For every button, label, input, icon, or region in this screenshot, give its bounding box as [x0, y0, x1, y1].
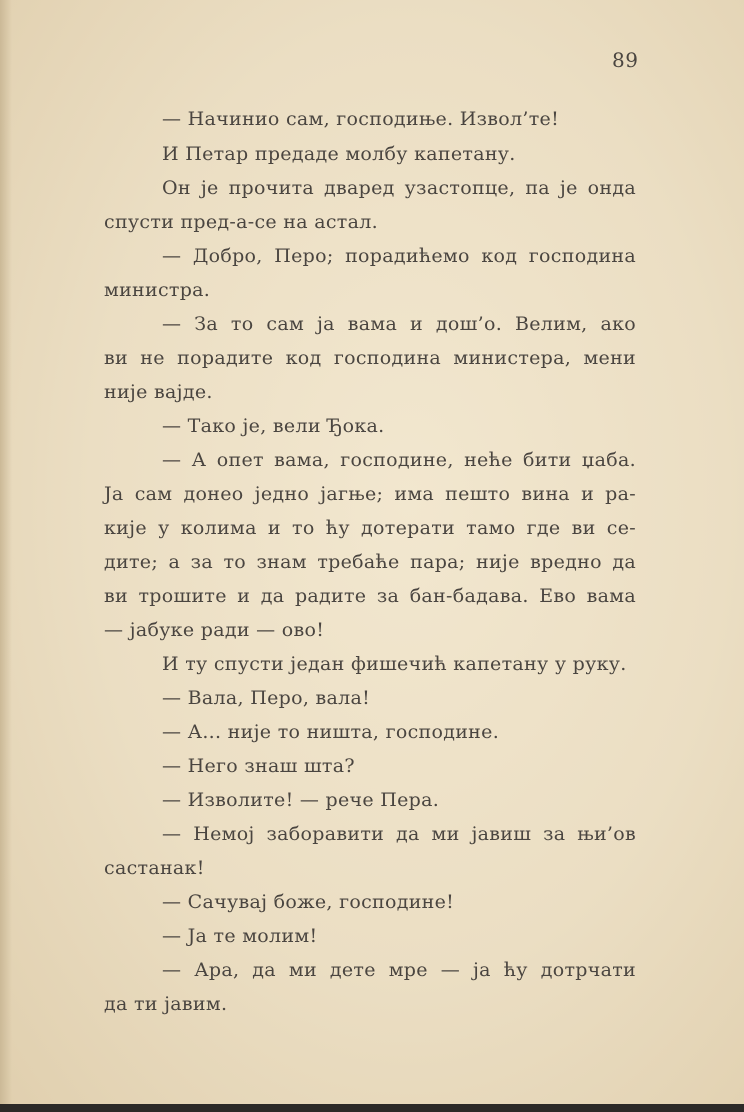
- text-line: И Петар предаде молбу капетану.: [162, 143, 516, 165]
- text-line: Ја сам донео једно јагње; има пешто вина и ра-: [104, 483, 636, 505]
- text-line: — Начинио сам, господиње. Извол’те!: [162, 108, 560, 130]
- text-line: ви трошите и да радите за бан-бадава. Ево вама: [104, 585, 636, 607]
- text-line: састанак!: [104, 857, 205, 879]
- text-line: И ту спусти један фишечић капетану у руку.: [162, 653, 627, 675]
- text-line: — За то сам ја вама и дош’о. Велим, ако: [162, 313, 636, 335]
- text-line: министра.: [104, 279, 211, 301]
- text-line: спусти пред-а-се на астал.: [104, 211, 378, 233]
- text-line: да ти јавим.: [104, 993, 228, 1015]
- text-line: — А... није то ништа, господине.: [162, 721, 500, 743]
- text-line: — Сачувај боже, господине!: [162, 891, 455, 913]
- text-line: дите; а за то знам требаће пара; није вредно да: [104, 551, 636, 573]
- text-line: — Вала, Перо, вала!: [162, 687, 371, 709]
- page-edge-shadow: [0, 0, 12, 1112]
- text-line: — Него знаш шта?: [162, 755, 355, 777]
- page-number: 89: [612, 48, 639, 72]
- text-line: кије у колима и то ћу дотерати тамо где ви се-: [104, 517, 636, 539]
- text-line: ви не порадите код господина министера, мени: [104, 347, 636, 369]
- page-bottom-edge: [0, 1104, 744, 1112]
- text-line: — Ја те молим!: [162, 925, 318, 947]
- text-line: није вајде.: [104, 381, 213, 403]
- text-line: — Немој заборавити да ми јавиш за њи’ов: [162, 823, 636, 845]
- text-line: — Ара, да ми дете мре — ја ћу дотрчати: [162, 959, 636, 981]
- text-line: — Тако је, вели Ђока.: [162, 415, 385, 437]
- text-line: — јабуке ради — ово!: [104, 619, 325, 641]
- text-line: — А опет вама, господине, неће бити џаба.: [162, 449, 636, 471]
- text-line: Он је прочита дваред узастопце, па је онда: [162, 177, 636, 199]
- text-line: — Изволите! — рече Пера.: [162, 789, 440, 811]
- text-line: — Добро, Перо; порадићемо код господина: [162, 245, 636, 267]
